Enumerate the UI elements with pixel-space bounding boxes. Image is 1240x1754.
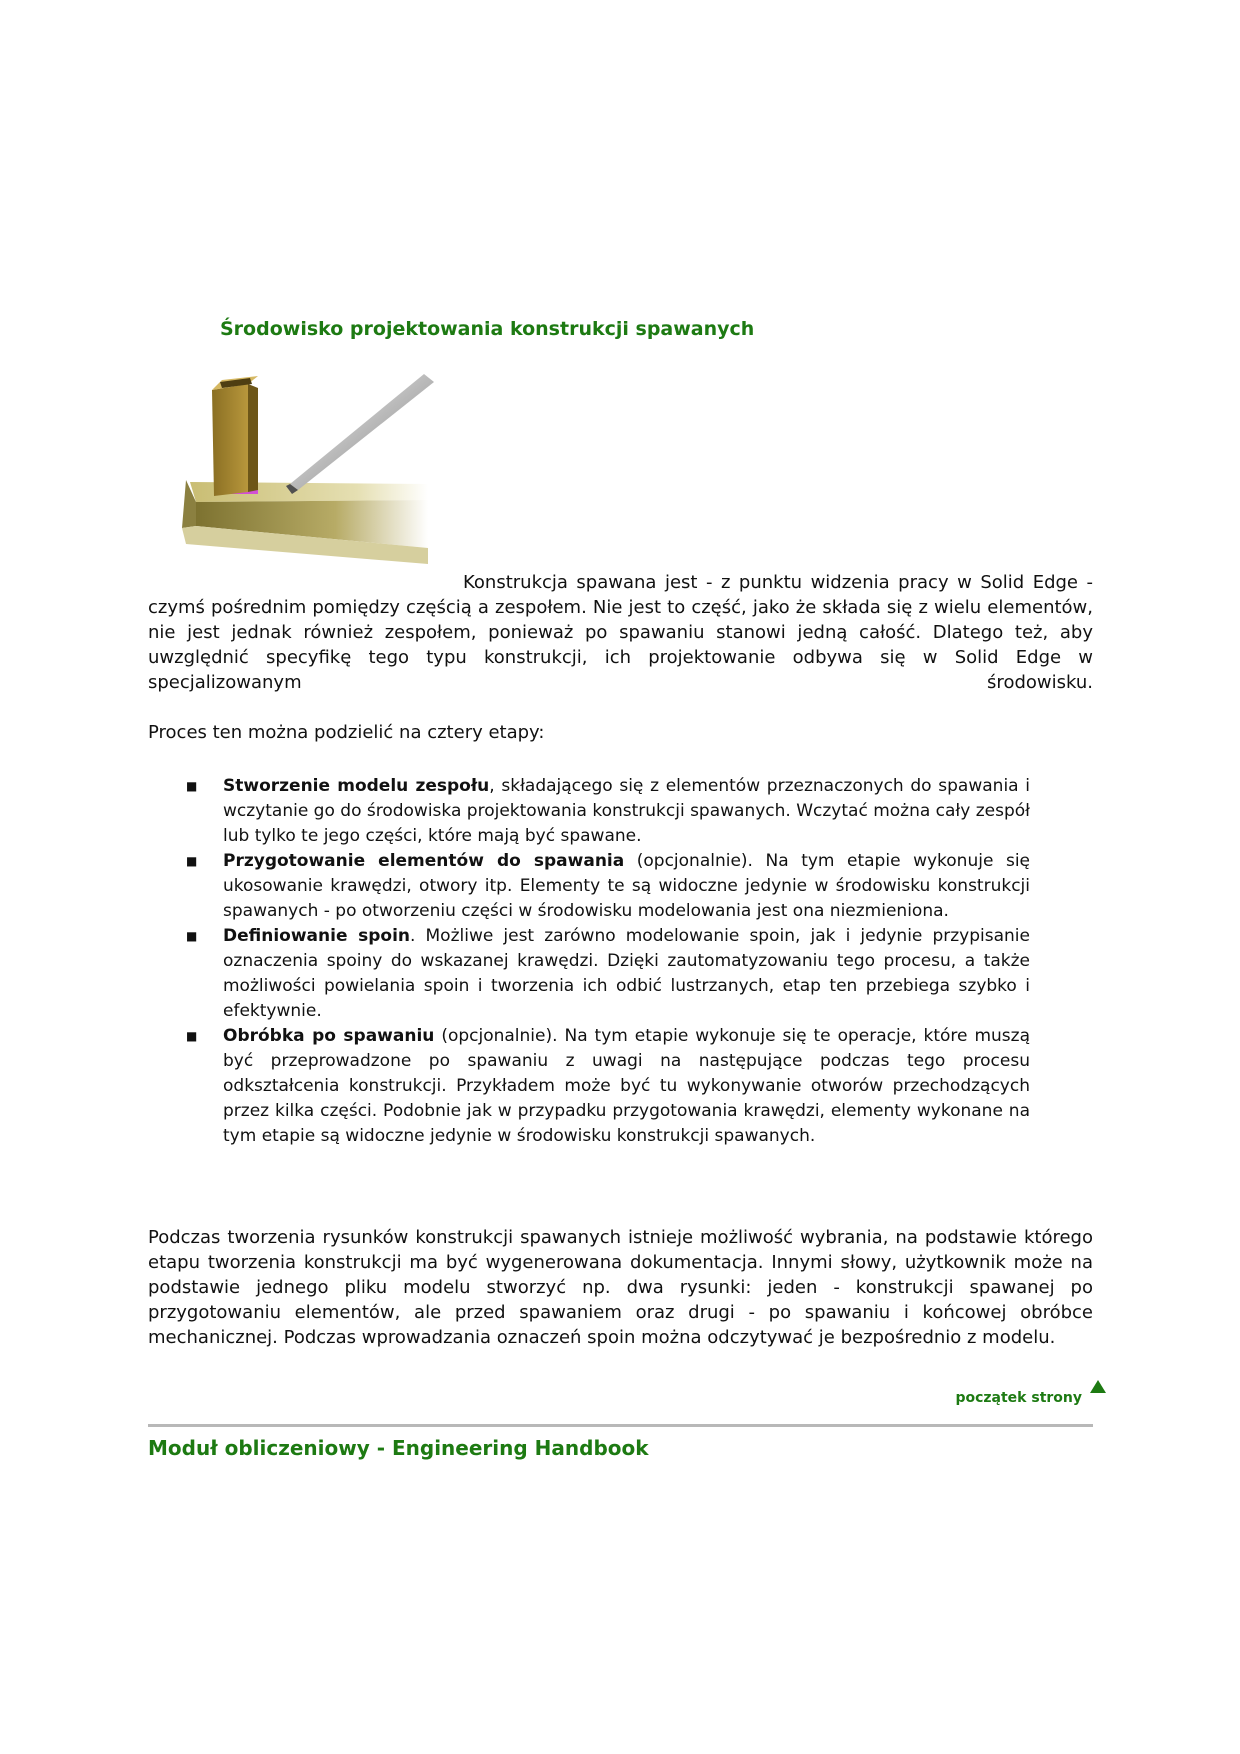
page-title: Środowisko projektowania konstrukcji spawanych <box>220 318 755 340</box>
step-title: Stworzenie modelu zespołu <box>223 776 490 796</box>
divider <box>148 1424 1093 1427</box>
back-to-top-label[interactable]: początek strony <box>955 1390 1082 1406</box>
step-text: (opcjonalnie). Na tym etapie wykonuje się te operacje, które muszą być przeprowadzone po spawaniu z uwagi na następujące podczas tego procesu odkształcenia konstrukcji. Przykładem może być tu wykonywanie otworów przechodzących przez kilka części. Podobnie jak w przypadku przygotowania krawędzi, elementy wykonane na tym etapie są widoczne jedynie w środowisku konstrukcji spawanych. <box>223 1026 1030 1146</box>
bullet-icon: ■ <box>186 854 198 868</box>
intro-paragraph: Konstrukcja spawana jest - z punktu widzenia pracy w Solid Edge - czymś pośrednim pomiędzy częścią a zespołem. Nie jest to część, jako że składa się z wielu elementów, nie jest jednak również zespołem, ponieważ po spawaniu stanowi jedną całość. Dlatego też, aby uwzględnić specyfikę tego typu konstrukcji, ich projektowanie odbywa się w Solid Edge w specjalizowanym środowisku. <box>148 572 1093 693</box>
welded-profile-image <box>178 372 440 564</box>
steps-list <box>148 774 1030 1149</box>
step-title: Obróbka po spawaniu <box>223 1026 435 1046</box>
step-text: , składającego się z elementów przeznaczonych do spawania i wczytanie go do środowiska projektowania konstrukcji spawanych. Wczytać można cały zespół lub tylko te jego części, które mają być spawane. <box>223 776 1030 846</box>
list-item <box>148 924 1030 1024</box>
step-title: Przygotowanie elementów do spawania <box>223 851 625 871</box>
list-item <box>148 1024 1030 1149</box>
process-intro: Proces ten można podzielić na cztery etapy: <box>148 722 545 743</box>
bullet-icon: ■ <box>186 1029 198 1043</box>
step-text: (opcjonalnie). Na tym etapie wykonuje się ukosowanie krawędzi, otwory itp. Elementy te są widoczne jedynie w środowisku konstrukcji spawanych - po otworzeniu części w środowisku modelowania jest ona niezmieniona. <box>223 851 1030 921</box>
bullet-icon: ■ <box>186 929 198 943</box>
back-to-top-link[interactable] <box>955 1380 1106 1406</box>
bullet-icon: ■ <box>186 779 198 793</box>
step-text: . Możliwe jest zarówno modelowanie spoin, jak i jedynie przypisanie oznaczenia spoiny do wskazanej krawędzi. Dzięki zautomatyzowaniu tego procesu, a także możliwości powielania spoin i tworzenia ich odbić lustrzanych, etap ten przebiega szybko i efektywnie. <box>223 926 1030 1021</box>
next-section-link[interactable]: Moduł obliczeniowy - Engineering Handbook <box>148 1436 649 1460</box>
list-item <box>148 849 1030 924</box>
up-arrow-icon[interactable] <box>1090 1380 1106 1393</box>
drawings-paragraph: Podczas tworzenia rysunków konstrukcji spawanych istnieje możliwość wybrania, na podstawie którego etapu tworzenia konstrukcji ma być wygenerowana dokumentacja. Innymi słowy, użytkownik może na podstawie jednego pliku modelu stworzyć np. dwa rysunki: jeden - konstrukcji spawanej po przygotowaniu elementów, ale przed spawaniem oraz drugi - po spawaniu i końcowej obróbce mechanicznej. Podczas wprowadzania oznaczeń spoin można odczytywać je bezpośrednio z modelu. <box>148 1227 1093 1348</box>
list-item <box>148 774 1030 849</box>
step-title: Definiowanie spoin <box>223 926 410 946</box>
